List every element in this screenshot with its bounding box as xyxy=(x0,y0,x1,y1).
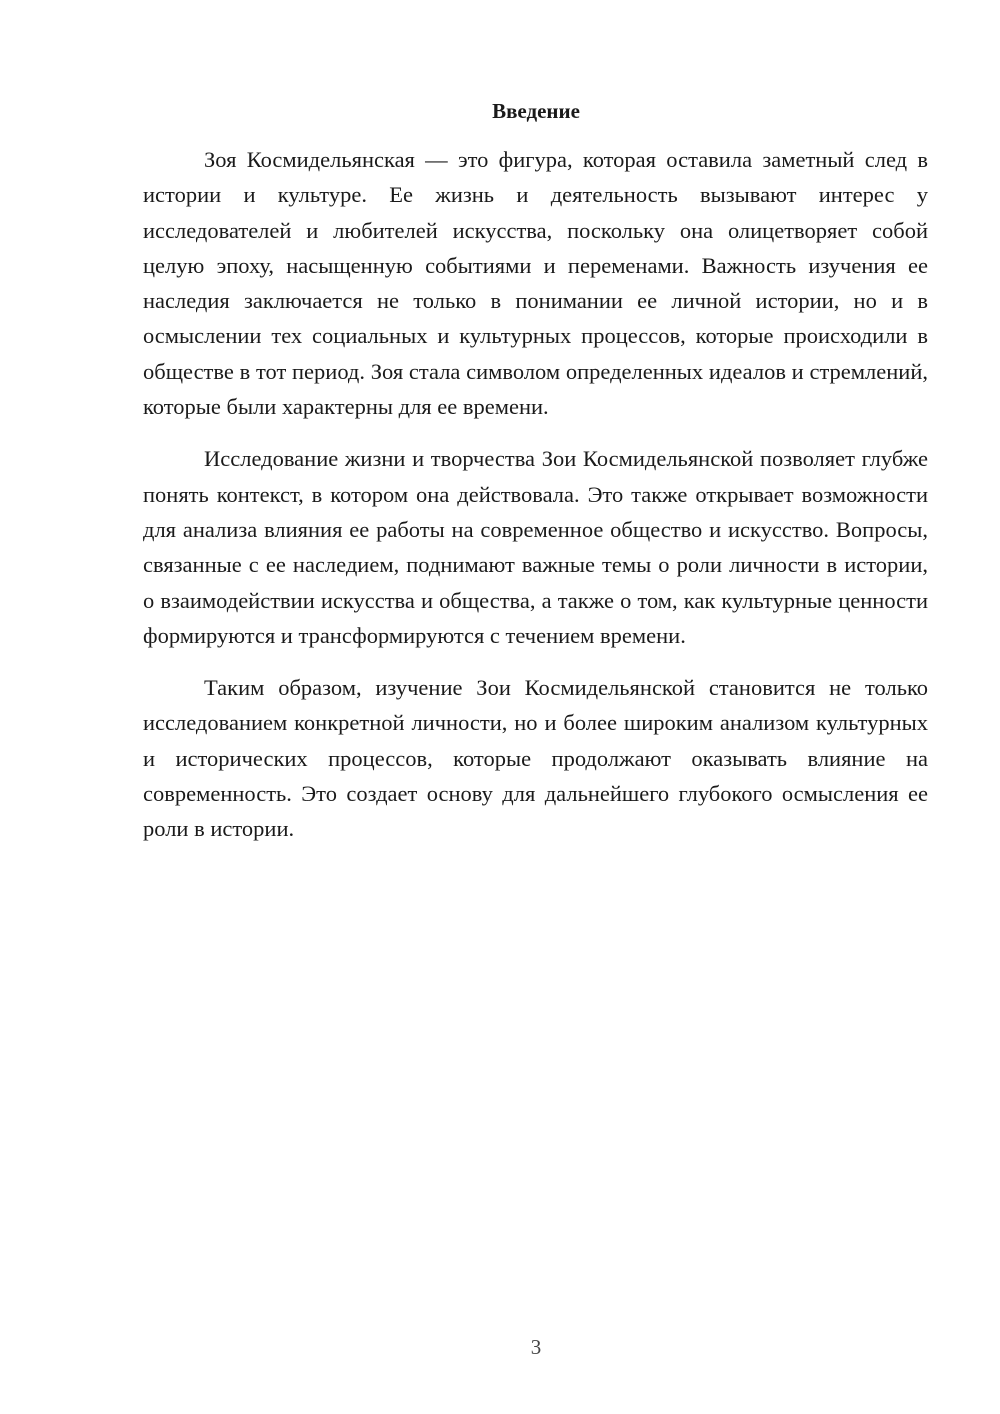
body-text xyxy=(143,142,928,864)
page-number: 3 xyxy=(530,1335,542,1359)
paragraph-3: Таким образом, изучение Зои Космидельянской становится не только исследованием конкретной личности, но и более широким анализом культурных и исторических процессов, которые продолжают оказывать влияние на современность. Это создает основу для дальнейшего глубокого осмысления ее роли в истории. xyxy=(143,675,928,842)
paragraph-1: Зоя Космидельянская — это фигура, которая оставила заметный след в истории и культуре. Ее жизнь и деятельность вызывают интерес у исследователей и любителей искусства, поскольку она олицетворяет собой целую эпоху, насыщенную событиями и переменами. Важность изучения ее наследия заключается не только в понимании ее личной истории, но и в осмыслении тех социальных и культурных процессов, которые происходили в обществе в тот период. Зоя стала символом определенных идеалов и стремлений, которые были характерны для ее времени. xyxy=(143,147,928,420)
paragraph-2: Исследование жизни и творчества Зои Космидельянской позволяет глубже понять контекст, в котором она действовала. Это также открывает возможности для анализа влияния ее работы на современное общество и искусство. Вопросы, связанные с ее наследием, поднимают важные темы о роли личности в истории, о взаимодействии искусства и общества, а также о том, как культурные ценности формируются и трансформируются с течением времени. xyxy=(143,446,928,648)
section-heading: Введение xyxy=(492,99,580,123)
